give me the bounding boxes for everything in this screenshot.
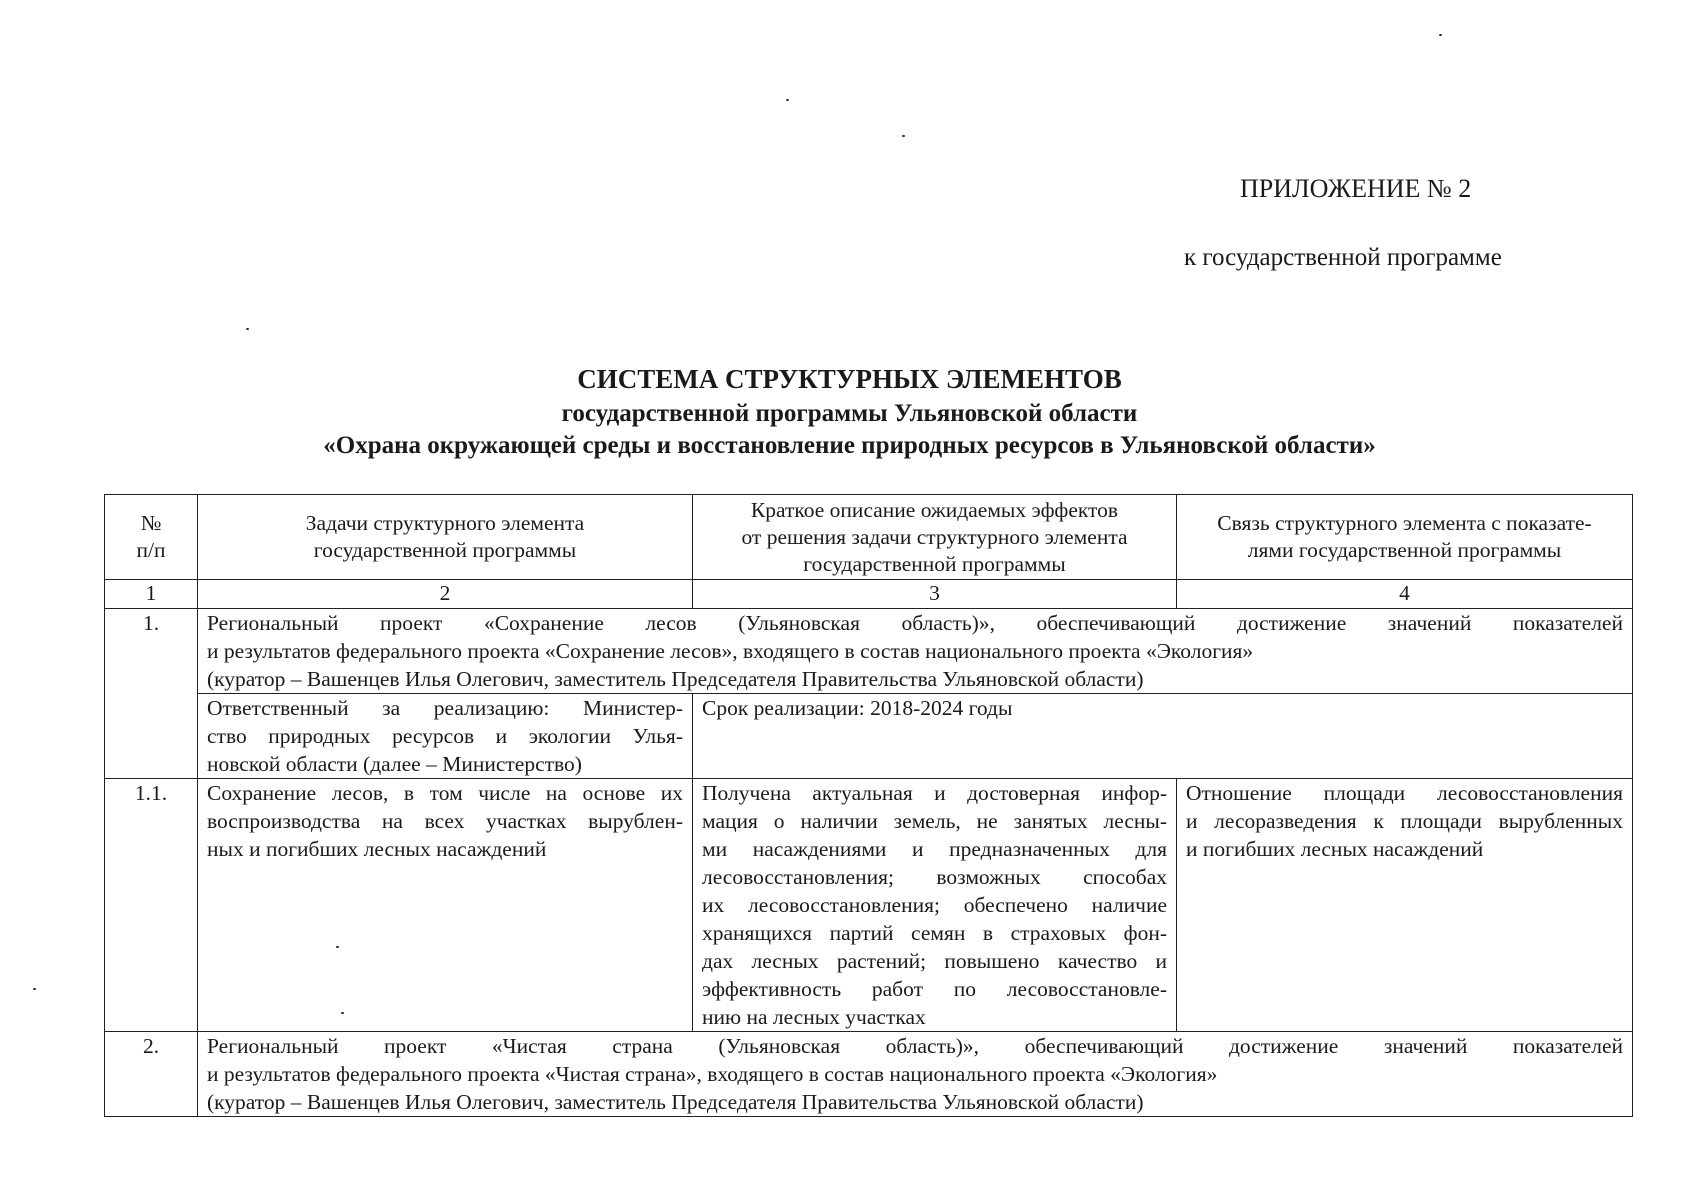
- column-number: 2: [198, 580, 693, 609]
- section-description: Региональный проект «Чистая страна (Ульяновская область)», обеспечивающий достижение значений показателей и результатов федерального проекта «Чистая страна», входящего в состав национального проекта «Экология» (куратор – Вашенцев Илья Олегович, заместитель Председателя Правительства Ульяновской области): [198, 1032, 1633, 1117]
- structural-elements-table: [104, 494, 1633, 1117]
- header-number: № п/п: [105, 495, 198, 580]
- column-number: 4: [1177, 580, 1633, 609]
- scan-speck: [902, 135, 905, 137]
- section-row: [105, 609, 1633, 694]
- section-number: 2.: [105, 1032, 198, 1117]
- appendix-subtitle: к государственной программе: [1184, 244, 1502, 271]
- implementation-term: Срок реализации: 2018-2024 годы: [693, 694, 1633, 779]
- column-number: 3: [693, 580, 1177, 609]
- section-number: 1.: [105, 609, 198, 779]
- scan-speck: [246, 328, 249, 330]
- header-tasks: Задачи структурного элемента государственной программы: [198, 495, 693, 580]
- section-details-row: [105, 694, 1633, 779]
- task-cell: Сохранение лесов, в том числе на основе их воспроизводства на всех участках вырублен- ных и погибших лесных насаждений: [198, 779, 693, 1032]
- effects-cell: Получена актуальная и достоверная инфор- мация о наличии земель, не занятых лесны- ми насаждениями и предназначенных для лесовосстановления; возможных способах их лесовосстановления; обеспечено наличие хранящихся партий семян в страховых фон- дах лесных растений; повышено качество и эффективность работ по лесовосстановле- нию на лесных участках: [693, 779, 1177, 1032]
- table-header-row: [105, 495, 1633, 580]
- header-indicators: Связь структурного элемента с показате- лями государственной программы: [1177, 495, 1633, 580]
- section-row: [105, 1032, 1633, 1117]
- scan-speck: [33, 988, 36, 990]
- section-description: Региональный проект «Сохранение лесов (Ульяновская область)», обеспечивающий достижение значений показателей и результатов федерального проекта «Сохранение лесов», входящего в состав национального проекта «Экология» (куратор – Вашенцев Илья Олегович, заместитель Председателя Правительства Ульяновской области): [198, 609, 1633, 694]
- indicators-cell: Отношение площади лесовосстановления и лесоразведения к площади вырубленных и погибших лесных насаждений: [1177, 779, 1633, 1032]
- program-name: «Охрана окружающей среды и восстановление природных ресурсов в Ульяновской области»: [323, 432, 1376, 459]
- scan-speck: [1439, 34, 1442, 36]
- appendix-title: ПРИЛОЖЕНИЕ № 2: [1240, 174, 1472, 203]
- document-subtitle: государственной программы Ульяновской области: [561, 400, 1138, 427]
- header-effects: Краткое описание ожидаемых эффектов от решения задачи структурного элемента государственной программы: [693, 495, 1177, 580]
- responsible-cell: Ответственный за реализацию: Министер- ство природных ресурсов и экологии Улья- новской области (далее – Министерство): [198, 694, 693, 779]
- column-number: 1: [105, 580, 198, 609]
- table-row: [105, 779, 1633, 1032]
- scan-speck: [786, 99, 789, 101]
- document-title: СИСТЕМА СТРУКТУРНЫХ ЭЛЕМЕНТОВ: [577, 364, 1122, 394]
- row-number: 1.1.: [105, 779, 198, 1032]
- column-number-row: [105, 580, 1633, 609]
